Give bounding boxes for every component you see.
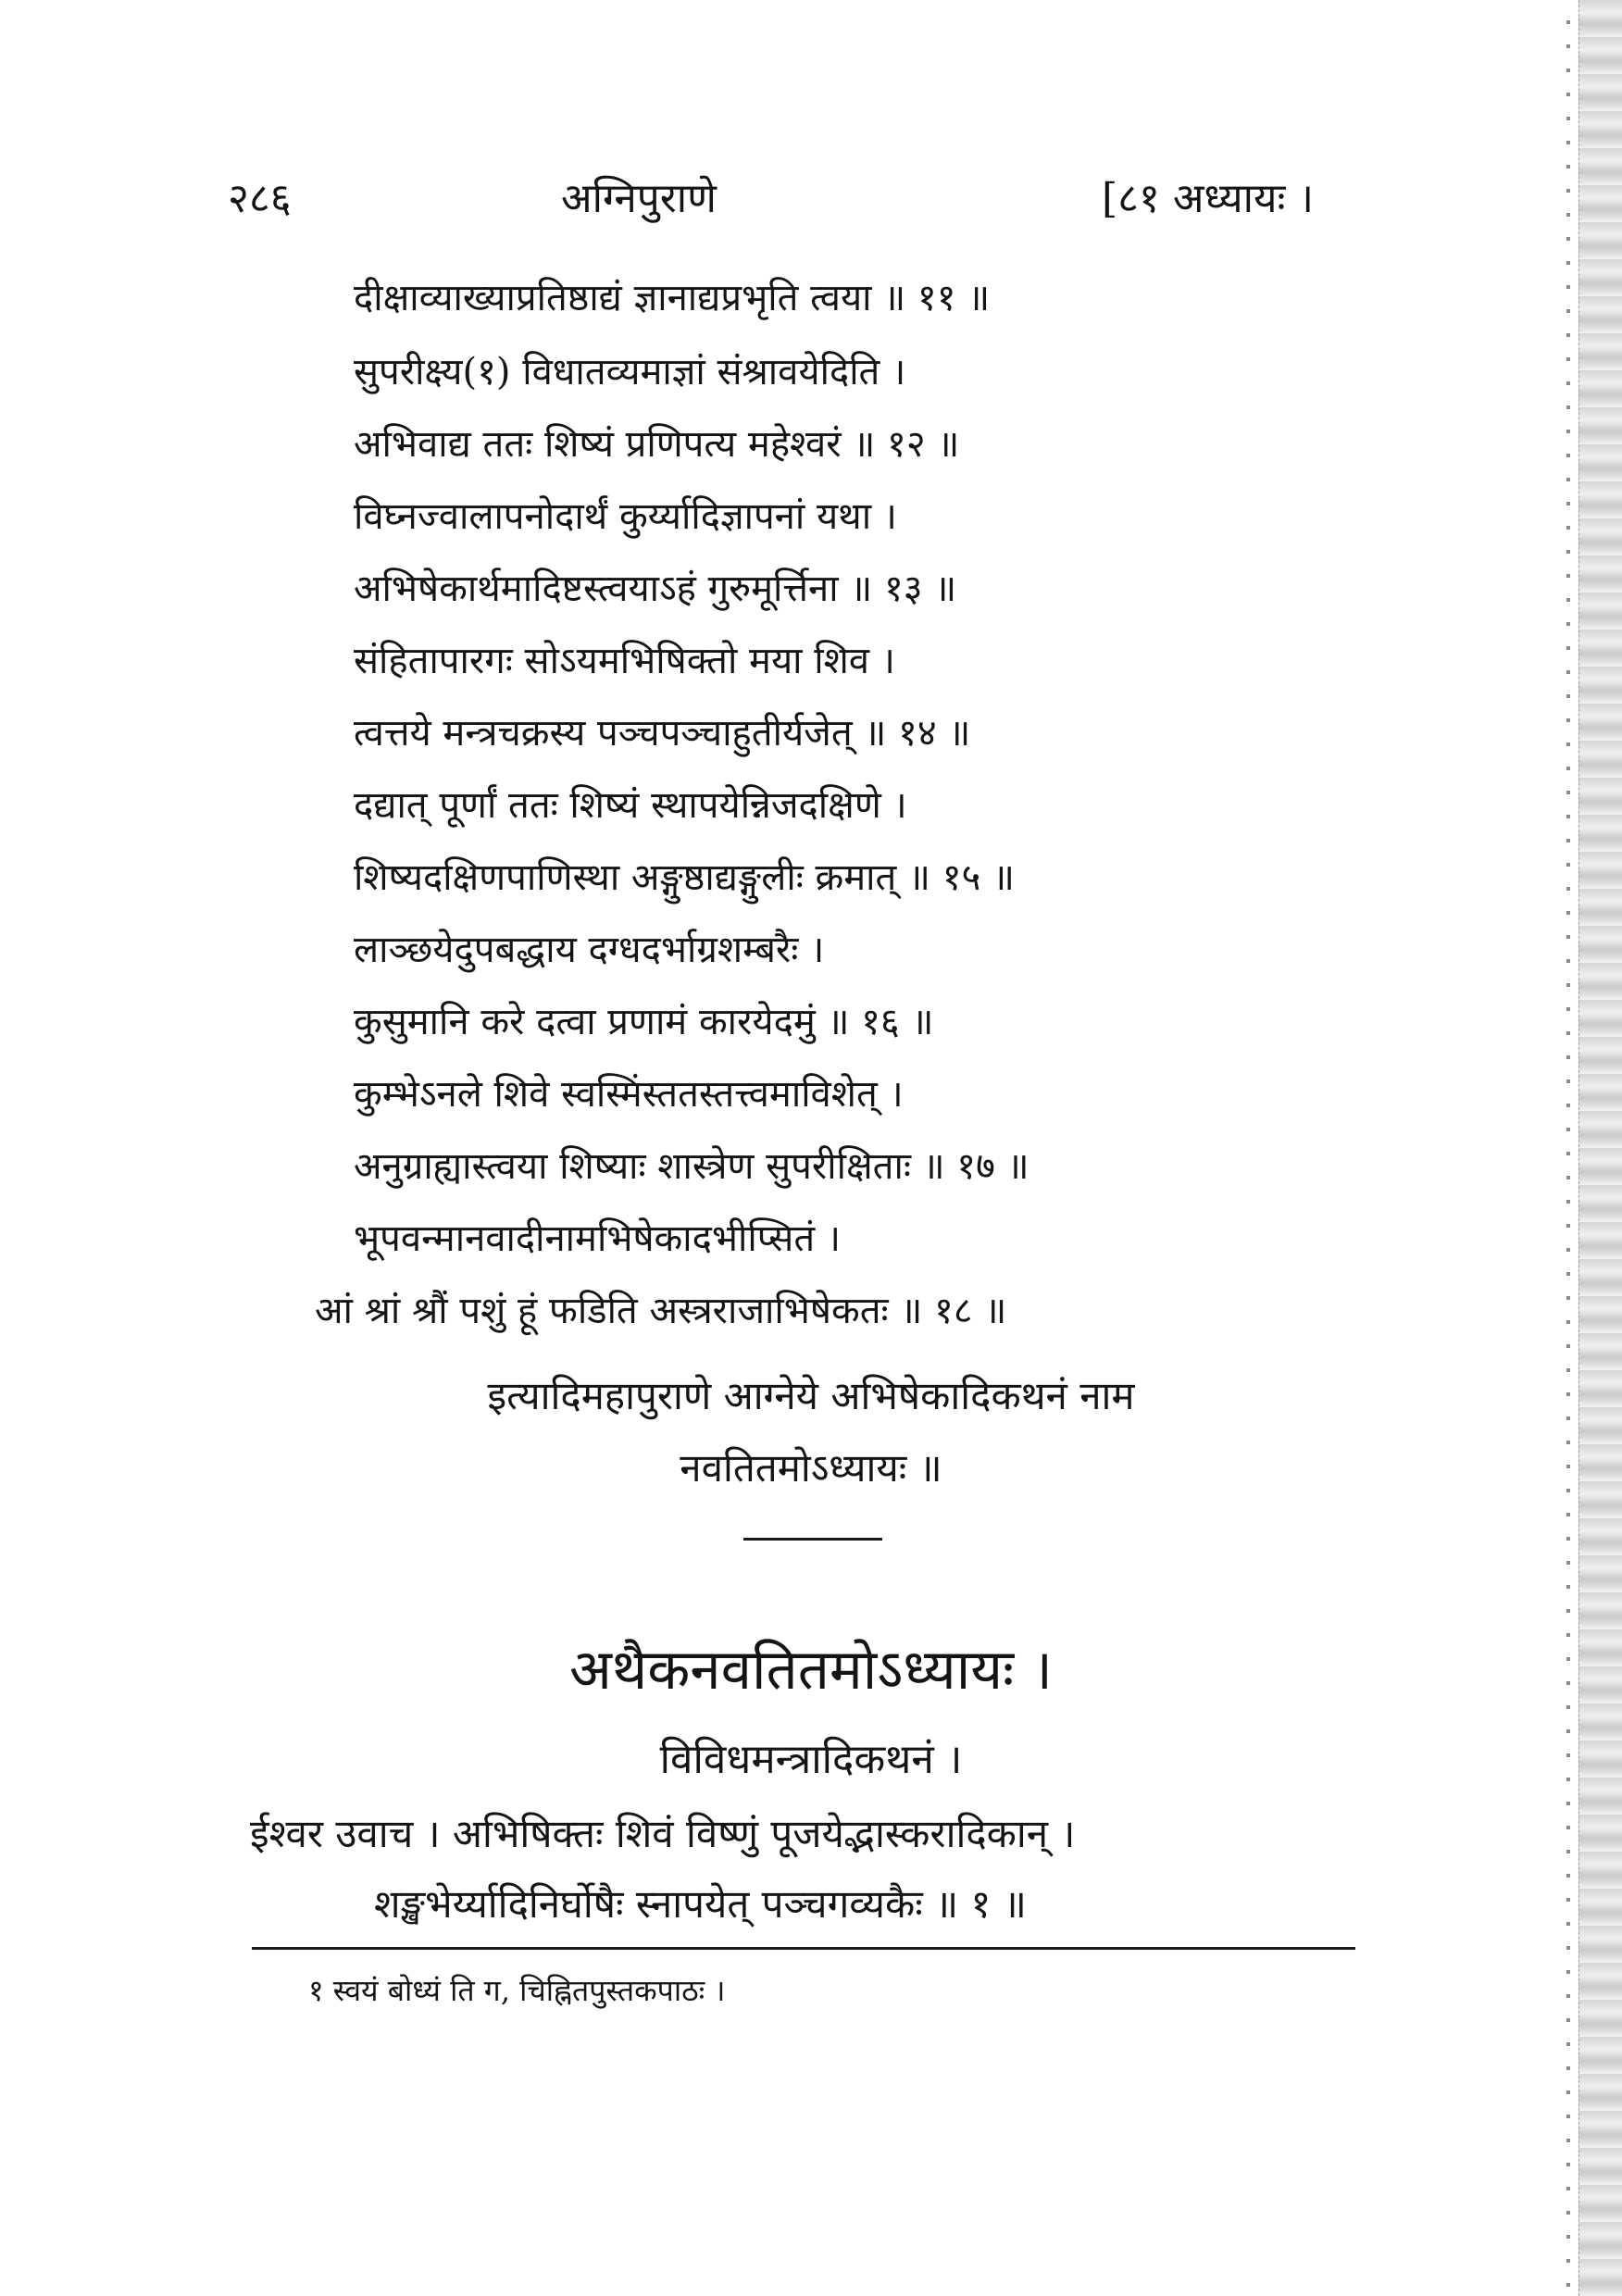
verse-line: त्वत्तये मन्त्रचक्रस्य पञ्चपञ्चाहुतीर्यजेत् ॥ १४ ॥	[354, 712, 971, 755]
verse-line: कुम्भेऽनले शिवे स्वस्मिंस्ततस्तत्त्वमाविशेत् ।	[354, 1073, 904, 1116]
page-edge-shadow	[1578, 0, 1622, 2296]
verse-line: शङ्खभेर्य्यादिनिर्घोषैः स्नापयेत् पञ्चगव्यकैः ॥ १ ॥	[374, 1881, 1027, 1927]
section-divider	[743, 1538, 882, 1541]
verse-line: अभिवाद्य ततः शिष्यं प्रणिपत्य महेश्वरं ॥ १२ ॥	[354, 423, 960, 466]
footnote-rule	[252, 1947, 1355, 1950]
chapter-subtitle: विविधमन्त्रादिकथनं ।	[659, 1736, 963, 1783]
page-edge-marks	[1566, 0, 1570, 2296]
verse-line: लाञ्छयेदुपबद्धाय दग्धदर्भाग्रशम्बरैः ।	[354, 929, 825, 971]
chapter-reference: [८१ अध्यायः ।	[1102, 175, 1315, 222]
verse-line: संहितापारगः सोऽयमभिषिक्तो मया शिव ।	[354, 640, 895, 682]
colophon-line: इत्यादिमहापुराणे आग्नेये अभिषेकादिकथनं नाम	[487, 1373, 1135, 1418]
verse-line: शिष्यदक्षिणपाणिस्था अङ्गुष्ठाद्यङ्गुलीः क्रमात् ॥ १५ ॥	[354, 856, 1015, 899]
verse-line: ईश्वर उवाच । अभिषिक्तः शिवं विष्णुं पूजयेद्भास्करादिकान् ।	[250, 1811, 1076, 1856]
verse-line: विघ्नज्वालापनोदार्थं कुर्य्यादिज्ञापनां यथा ।	[354, 495, 897, 538]
footnote: १ स्वयं बोध्यं ति ग, चिह्नितपुस्तकपाठः ।	[308, 1973, 726, 2008]
verse-line: कुसुमानि करे दत्वा प्रणामं कारयेदमुं ॥ १६ ॥	[354, 1001, 934, 1043]
verse-line: सुपरीक्ष्य(१) विधातव्यमाज्ञां संश्रावयेदिति ।	[354, 351, 906, 393]
running-title: अग्निपुराणे	[561, 175, 717, 222]
verse-line: दद्यात् पूर्णां ततः शिष्यं स्थापयेन्निजदक्षिणे ।	[354, 784, 907, 827]
page-number: २८६	[228, 175, 292, 222]
verse-line: भूपवन्मानवादीनामभिषेकादभीप्सितं ।	[354, 1217, 841, 1260]
colophon-line: नवतितमोऽध्यायः ॥	[680, 1445, 942, 1491]
verse-line: दीक्षाव्याख्याप्रतिष्ठाद्यं ज्ञानाद्यप्रभृति त्वया ॥ ११ ॥	[354, 277, 991, 319]
verse-line: अनुग्राह्यास्त्वया शिष्याः शास्त्रेण सुपरीक्षिताः ॥ १७ ॥	[354, 1145, 1029, 1188]
verse-line: अभिषेकार्थमादिष्टस्त्वयाऽहं गुरुमूर्त्तिना ॥ १३ ॥	[354, 568, 957, 610]
verse-line: आं श्रां श्रौं पशुं हूं फडिति अस्त्रराजाभिषेकतः ॥ १८ ॥	[315, 1290, 1007, 1332]
chapter-title: अथैकनवतितमोऽध्यायः ।	[569, 1638, 1053, 1703]
